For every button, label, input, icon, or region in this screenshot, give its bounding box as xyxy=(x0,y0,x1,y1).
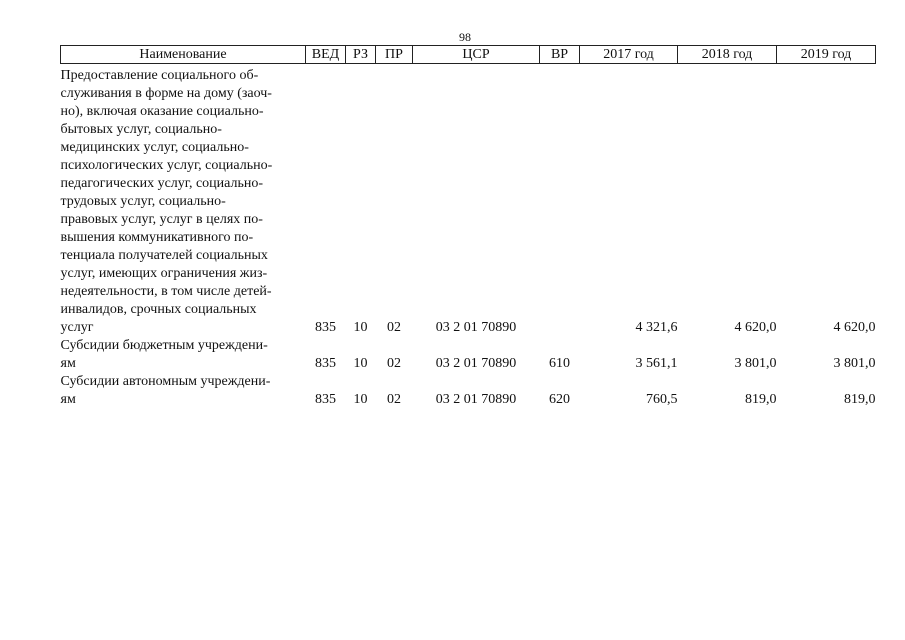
name-line: недеятельности, в том числе детей- xyxy=(60,284,272,299)
header-csr: ЦСР xyxy=(413,46,540,64)
name-line: тенциала получателей социальных xyxy=(60,248,268,263)
name-line: Субсидии автономным учреждени- xyxy=(60,374,271,389)
name-line: служивания в форме на дому (заоч- xyxy=(60,86,272,101)
cell-2017: 3 561,1 xyxy=(635,356,678,371)
cell-pr: 02 xyxy=(387,356,401,371)
header-rz: РЗ xyxy=(346,46,376,64)
cell-pr: 02 xyxy=(387,320,401,335)
cell-pr: 02 xyxy=(387,392,401,407)
table-row xyxy=(61,64,876,338)
cell-ved: 835 xyxy=(315,392,336,407)
header-2018: 2018 год xyxy=(678,46,777,64)
cell-2017: 4 321,6 xyxy=(635,320,678,335)
name-line: но), включая оказание социально- xyxy=(60,104,264,119)
cell-csr: 03 2 01 70890 xyxy=(435,392,517,407)
header-vr: ВР xyxy=(540,46,580,64)
name-line: инвалидов, срочных социальных xyxy=(60,302,257,317)
row-name xyxy=(61,337,306,373)
name-line: Субсидии бюджетным учреждени- xyxy=(60,338,268,353)
header-2017: 2017 год xyxy=(580,46,678,64)
cell-csr: 03 2 01 70890 xyxy=(435,356,517,371)
row-name xyxy=(61,373,306,409)
name-line: бытовых услуг, социально- xyxy=(60,122,222,137)
name-line: ям xyxy=(60,392,76,407)
cell-vr xyxy=(540,64,580,338)
name-line: ям xyxy=(60,356,76,371)
header-pr: ПР xyxy=(376,46,413,64)
name-line: услуг xyxy=(60,320,94,335)
cell-rz: 10 xyxy=(353,392,368,407)
cell-2018: 4 620,0 xyxy=(734,320,777,335)
header-name: Наименование xyxy=(61,46,306,64)
name-line: трудовых услуг, социально- xyxy=(60,194,226,209)
table-header-row xyxy=(61,46,876,64)
row-name xyxy=(61,64,306,338)
header-2019: 2019 год xyxy=(777,46,876,64)
table-row xyxy=(61,373,876,409)
cell-2019: 4 620,0 xyxy=(833,320,876,335)
cell-csr: 03 2 01 70890 xyxy=(435,320,517,335)
cell-rz: 10 xyxy=(353,320,368,335)
name-line: правовых услуг, услуг в целях по- xyxy=(60,212,263,227)
cell-2019: 819,0 xyxy=(844,392,876,407)
cell-ved: 835 xyxy=(315,356,336,371)
name-line: психологических услуг, социально- xyxy=(60,158,273,173)
cell-vr: 610 xyxy=(549,356,570,371)
header-ved: ВЕД xyxy=(306,46,346,64)
table-row xyxy=(61,337,876,373)
cell-ved: 835 xyxy=(315,320,336,335)
budget-table xyxy=(60,45,876,409)
name-line: медицинских услуг, социально- xyxy=(60,140,249,155)
name-line: Предоставление социального об- xyxy=(60,68,259,83)
cell-2017: 760,5 xyxy=(646,392,678,407)
name-line: вышения коммуникативного по- xyxy=(60,230,254,245)
cell-2019: 3 801,0 xyxy=(833,356,876,371)
page-number: 98 xyxy=(459,30,471,44)
cell-2018: 3 801,0 xyxy=(734,356,777,371)
cell-rz: 10 xyxy=(353,356,368,371)
cell-vr: 620 xyxy=(549,392,570,407)
name-line: педагогических услуг, социально- xyxy=(60,176,264,191)
name-line: услуг, имеющих ограничения жиз- xyxy=(60,266,268,281)
cell-2018: 819,0 xyxy=(745,392,777,407)
